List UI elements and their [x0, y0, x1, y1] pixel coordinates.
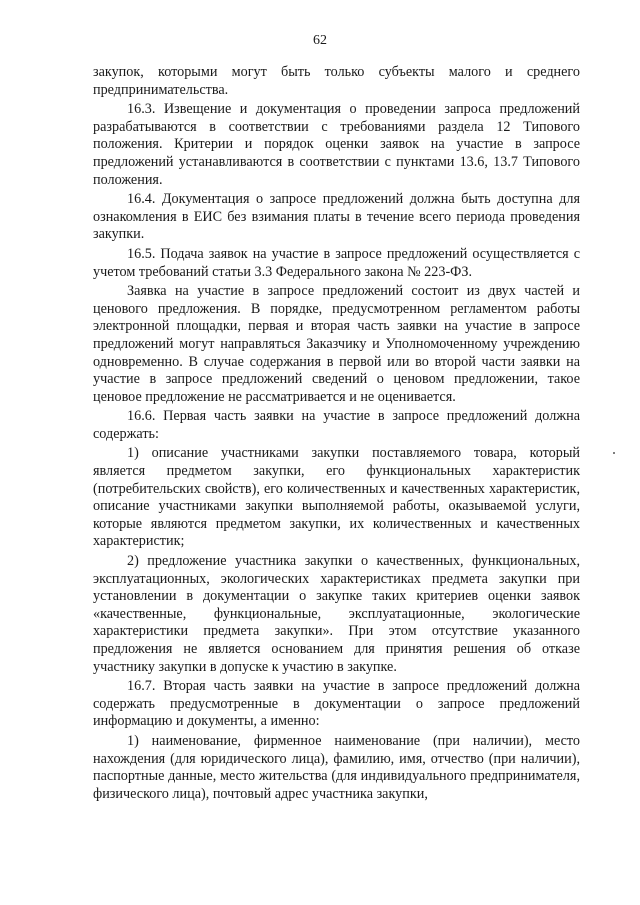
scan-speck — [613, 452, 615, 454]
paragraph-continuation: закупок, которыми могут быть только субъекты малого и среднего предпринимательства. — [93, 64, 580, 98]
paragraph-16-6-item-1: 1) описание участниками закупки поставляемого товара, который является предметом закупки, его функциональных характеристик (потребительских свойств), его количественных и качественных характеристик, описание участниками закупки выполняемой работы, оказываемой услуги, которые являются предметом закупки, их количественных и качественных характеристик; — [93, 445, 580, 550]
paragraph-16-6: 16.6. Первая часть заявки на участие в запросе предложений должна содержать: — [93, 408, 580, 442]
paragraph-application-parts: Заявка на участие в запросе предложений состоит из двух частей и ценового предложения. В порядке, предусмотренном регламентом работы электронной площадки, первая и вторая часть заявки на участие в запросе предложений могут направляться Заказчику и Уполномоченному учреждению одновременно. В случае содержания в первой или во второй части заявки на участие в запросе предложений сведений о ценовом предложении, такое ценовое предложение не рассматривается и не оценивается. — [93, 283, 580, 405]
paragraph-16-6-item-2: 2) предложение участника закупки о качественных, функциональных, эксплуатационных, экологических характеристиках предмета закупки при установлении в документации о закупке таких критериев оценки заявок «качественные, функциональные, эксплуатационные, экологические характеристики предмета закупки». При этом отсутствие указанного предложения не является основанием для принятия решения об отказе участнику закупки в допуске к участию в закупке. — [93, 553, 580, 675]
paragraph-16-7: 16.7. Вторая часть заявки на участие в запросе предложений должна содержать предусмотренные в документации о запросе предложений информацию и документы, а именно: — [93, 678, 580, 730]
paragraph-16-5: 16.5. Подача заявок на участие в запросе предложений осуществляется с учетом требований статьи 3.3 Федерального закона № 223-ФЗ. — [93, 245, 580, 280]
page-number: 62 — [313, 33, 327, 48]
document-body — [93, 64, 580, 803]
paragraph-16-3: 16.3. Извещение и документация о проведении запроса предложений разрабатываются в соответствии с требованиями раздела 12 Типового положения. Критерии и порядок оценки заявок на участие в запросе предложений устанавливаются в соответствии с пунктами 13.6, 13.7 Типового положения. — [93, 101, 580, 188]
paragraph-16-4: 16.4. Документация о запросе предложений должна быть доступна для ознакомления в ЕИС без взимания платы в течение всего периода проведения закупки. — [93, 191, 580, 243]
paragraph-16-7-item-1: 1) наименование, фирменное наименование (при наличии), место нахождения (для юридического лица), фамилию, имя, отчество (при наличии), паспортные данные, место жительства (для индивидуального предпринимателя, физического лица), почтовый адрес участника закупки, — [93, 732, 580, 802]
